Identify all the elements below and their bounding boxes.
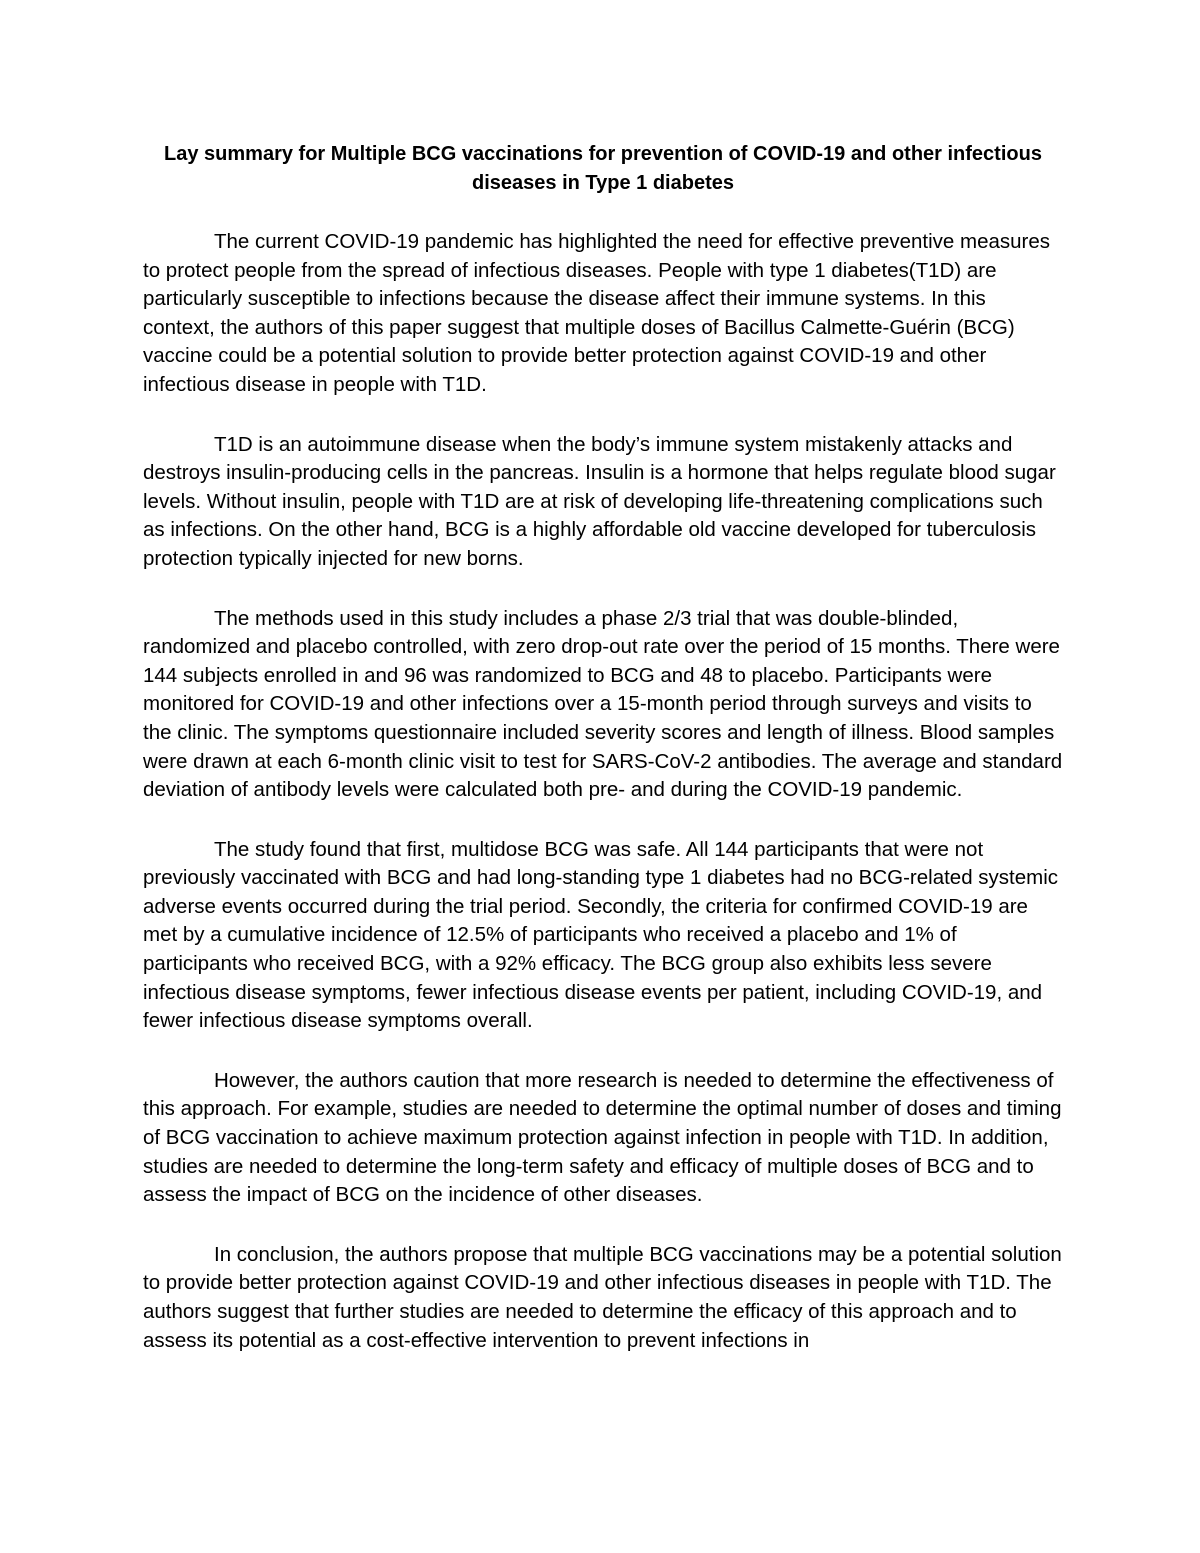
paragraph-conclusion: In conclusion, the authors propose that multiple BCG vaccinations may be a potential solution to provide better protection against COVID-19 and other infectious diseases in people with T1D. The authors suggest that further studies are needed to determine the efficacy of this approach and to assess its potential as a cost-effective intervention to prevent infections in	[143, 1242, 1062, 1352]
document-body	[143, 140, 1063, 1355]
paragraph-methods: The methods used in this study includes a phase 2/3 trial that was double-blinded, randomized and placebo controlled, with zero drop-out rate over the period of 15 months. There were 144 subjects enrolled in and 96 was randomized to BCG and 48 to placebo. Participants were monitored for COVID-19 and other infections over a 15-month period through surveys and visits to the clinic. The symptoms questionnaire included severity scores and length of illness. Blood samples were drawn at each 6-month clinic visit to test for SARS-CoV-2 antibodies. The average and standard deviation of antibody levels were calculated both pre- and during the COVID-19 pandemic.	[143, 606, 1063, 802]
document-title: Lay summary for Multiple BCG vaccinations for prevention of COVID-19 and other infectious diseases in Type 1 diabetes	[164, 143, 1042, 194]
paragraph-background: T1D is an autoimmune disease when the body’s immune system mistakenly attacks and destroys insulin-producing cells in the pancreas. Insulin is a hormone that helps regulate blood sugar levels. Without insulin, people with T1D are at risk of developing life-threatening complications such as infections. On the other hand, BCG is a highly affordable old vaccine developed for tuberculosis protection typically injected for new borns.	[143, 432, 1056, 570]
paragraph-results: The study found that first, multidose BCG was safe. All 144 participants that were not previously vaccinated with BCG and had long-standing type 1 diabetes had no BCG-related systemic adverse events occurred during the trial period. Secondly, the criteria for confirmed COVID-19 are met by a cumulative incidence of 12.5% of participants who received a placebo and 1% of participants who received BCG, with a 92% efficacy. The BCG group also exhibits less severe infectious disease symptoms, fewer infectious disease events per patient, including COVID-19, and fewer infectious disease symptoms overall.	[143, 837, 1059, 1033]
paragraph-limitations: However, the authors caution that more research is needed to determine the effectiveness of this approach. For example, studies are needed to determine the optimal number of doses and timing of BCG vaccination to achieve maximum protection against infection in people with T1D. In addition, studies are needed to determine the long-term safety and efficacy of multiple doses of BCG and to assess the impact of BCG on the incidence of other diseases.	[143, 1068, 1062, 1207]
paragraph-introduction: The current COVID-19 pandemic has highlighted the need for effective preventive measures to protect people from the spread of infectious diseases. People with type 1 diabetes(T1D) are particularly susceptible to infections because the disease affect their immune systems. In this context, the authors of this paper suggest that multiple doses of Bacillus Calmette-Guérin (BCG) vaccine could be a potential solution to provide better protection against COVID-19 and other infectious disease in people with T1D.	[143, 230, 1051, 396]
